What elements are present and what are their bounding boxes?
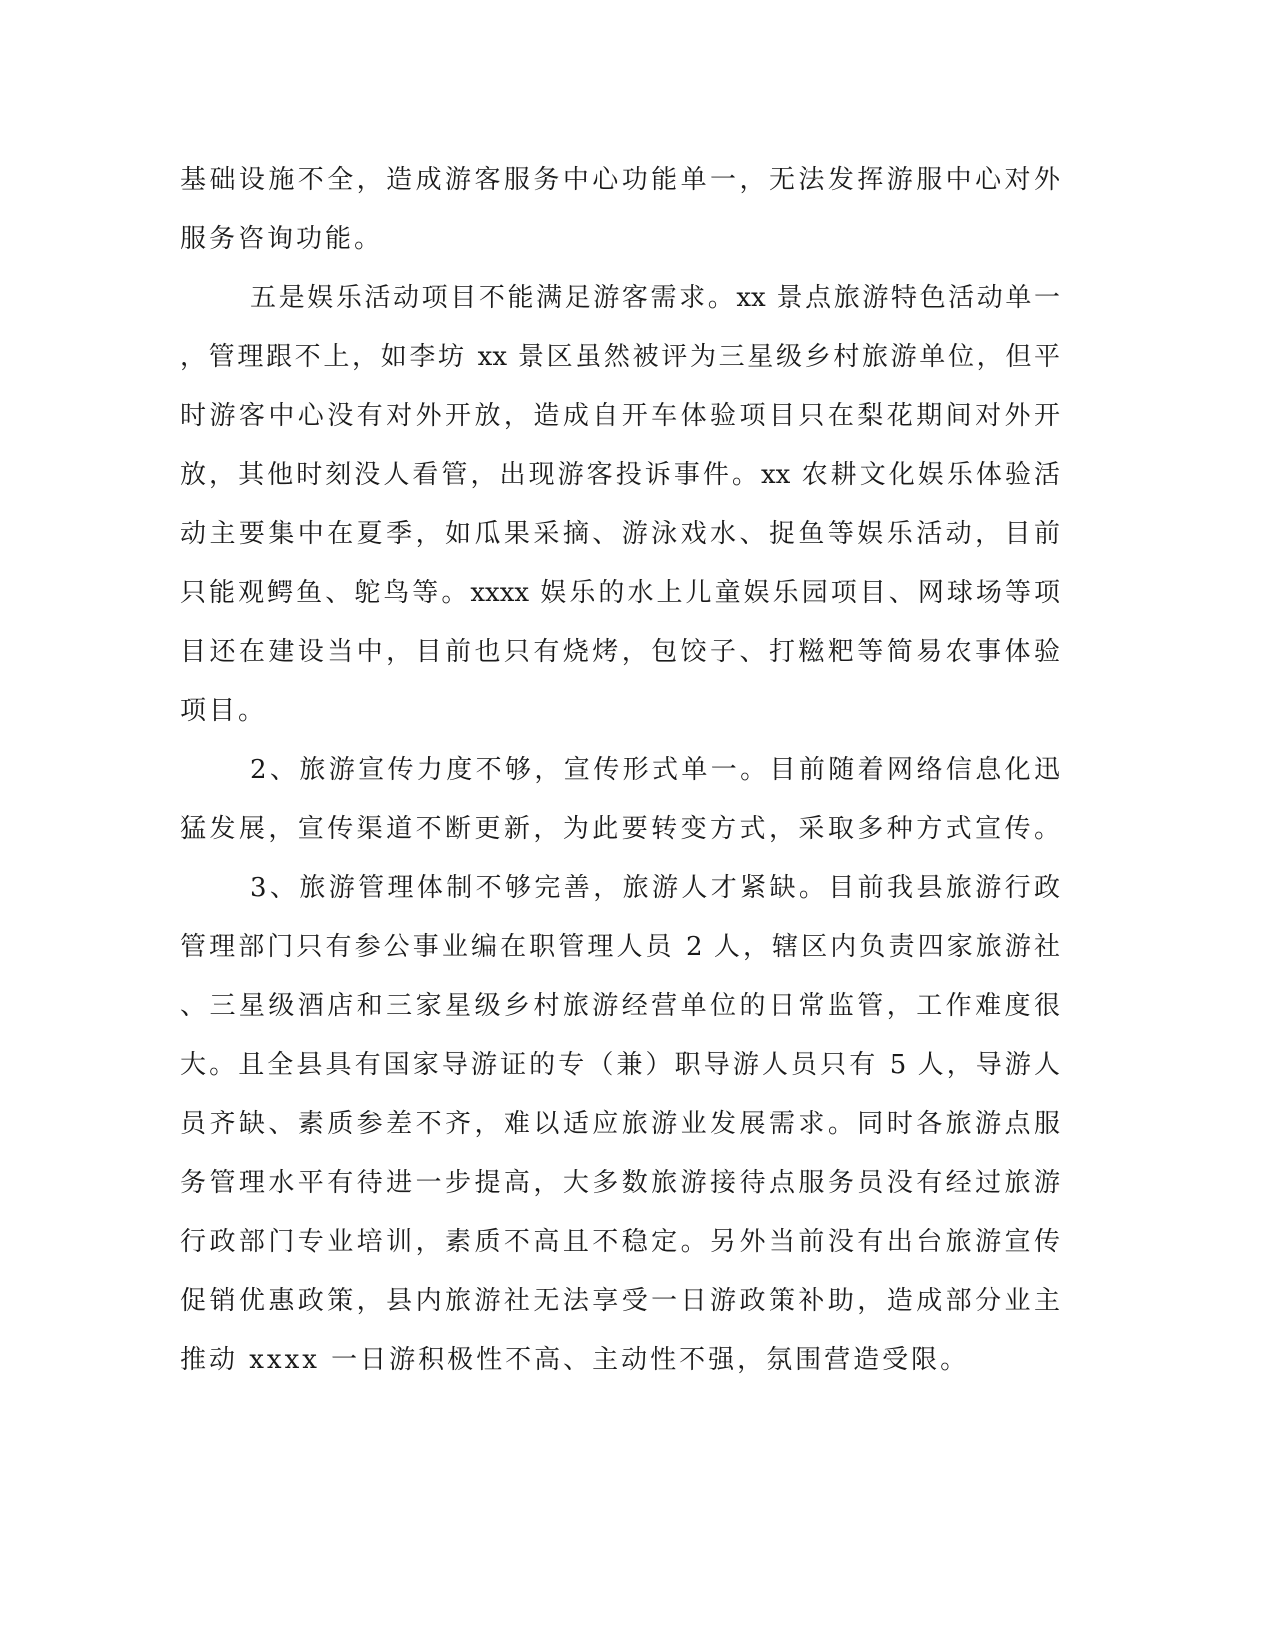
text-line: 猛发展，宣传渠道不断更新，为此要转变方式，采取多种方式宣传。 (180, 814, 1060, 844)
text-line: 只能观鳄鱼、鸵鸟等。xxxx 娱乐的水上儿童娱乐园项目、网球场等项 (180, 578, 1060, 608)
text-line: 管理部门只有参公事业编在职管理人员 2 人，辖区内负责四家旅游社 (180, 932, 1060, 962)
text-line: 推动 xxxx 一日游积极性不高、主动性不强，氛围营造受限。 (180, 1345, 970, 1375)
paragraph-first-line: 五是娱乐活动项目不能满足游客需求。xx 景点旅游特色活动单一 (250, 283, 1060, 313)
text-line: 促销优惠政策，县内旅游社无法享受一日游政策补助，造成部分业主 (180, 1286, 1060, 1316)
text-line: 大。且全县具有国家导游证的专（兼）职导游人员只有 5 人，导游人 (180, 1050, 1060, 1080)
text-line: 员齐缺、素质参差不齐，难以适应旅游业发展需求。同时各旅游点服 (180, 1109, 1060, 1139)
text-line: 务管理水平有待进一步提高，大多数旅游接待点服务员没有经过旅游 (180, 1168, 1060, 1198)
text-line: 时游客中心没有对外开放，造成自开车体验项目只在梨花期间对外开 (180, 401, 1060, 431)
text-line: 动主要集中在夏季，如瓜果采摘、游泳戏水、捉鱼等娱乐活动，目前 (180, 519, 1060, 549)
text-line: 放，其他时刻没人看管，出现游客投诉事件。xx 农耕文化娱乐体验活 (180, 460, 1060, 490)
text-line: 目还在建设当中，目前也只有烧烤，包饺子、打糍粑等简易农事体验 (180, 637, 1060, 667)
text-line: 行政部门专业培训，素质不高且不稳定。另外当前没有出台旅游宣传 (180, 1227, 1060, 1257)
text-line: 、三星级酒店和三家星级乡村旅游经营单位的日常监管，工作难度很 (180, 991, 1060, 1021)
text-line: 基础设施不全，造成游客服务中心功能单一，无法发挥游服中心对外 (180, 165, 1060, 195)
text-line: ，管理跟不上，如李坊 xx 景区虽然被评为三星级乡村旅游单位，但平 (180, 342, 1060, 372)
text-line: 项目。 (180, 696, 268, 726)
text-line: 服务咨询功能。 (180, 224, 384, 254)
paragraph-first-line: 3、旅游管理体制不够完善，旅游人才紧缺。目前我县旅游行政 (250, 873, 1060, 903)
paragraph-first-line: 2、旅游宣传力度不够，宣传形式单一。目前随着网络信息化迅 (250, 755, 1060, 785)
